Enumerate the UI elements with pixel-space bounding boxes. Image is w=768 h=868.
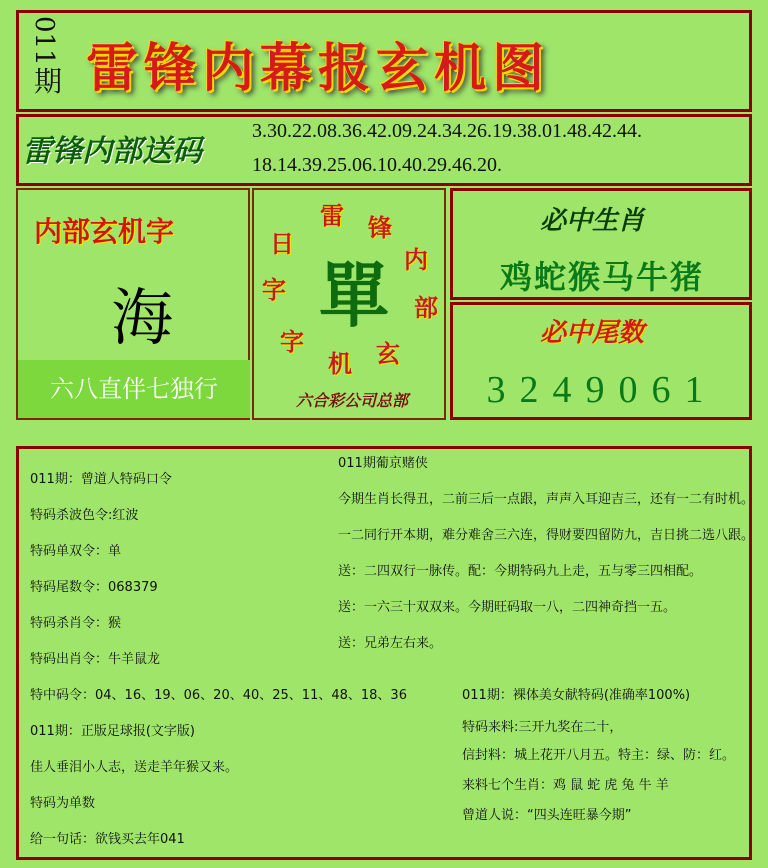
ring-char: 字 — [262, 275, 286, 304]
middle-list-item: 送：二四双行一脉传。配：今期特码九上走，五与零三四相配。 — [338, 564, 703, 579]
ring-char: 字 — [280, 327, 304, 356]
issue-number — [28, 16, 68, 98]
tail-value: 3249061 — [486, 369, 718, 411]
ring-char: 内 — [404, 245, 428, 274]
ring-char: 部 — [414, 293, 438, 322]
company-label: 六合彩公司总部 — [295, 391, 408, 410]
bottom-left-item: 给一句话：欲钱买去年041 — [30, 832, 185, 847]
center-character: 單 — [319, 254, 389, 337]
bottom-right-item: 曾道人说：“四头连旺暴今期” — [462, 808, 632, 823]
tail-label: 必中尾数 — [539, 318, 644, 348]
xuanji-label: 内部玄机字 — [34, 215, 175, 248]
left-list-item: 特码杀肖令：猴 — [30, 616, 122, 631]
middle-list-item: 送：兄弟左右来。 — [338, 636, 443, 651]
ring-char: 机 — [328, 349, 352, 378]
issue-digits: 011 — [29, 16, 59, 66]
bottom-left-item: 佳人垂泪小人志，送走羊年猴又来。 — [30, 760, 239, 775]
zodiac-value: 鸡蛇猴马牛猪 — [499, 258, 704, 296]
left-list-item: 011期：曾道人特码口令 — [30, 472, 172, 487]
left-list-item: 特码杀波色令:红波 — [30, 508, 139, 523]
numbers-line-2: 18.14.39.25.06.10.40.29.46.20. — [252, 154, 502, 176]
left-list-item: 特码出肖令：牛羊鼠龙 — [30, 652, 161, 667]
numbers-label: 雷锋内部送码 — [22, 134, 202, 169]
xuanji-phrase: 六八直伴七独行 — [18, 360, 250, 418]
issue-suffix: 期 — [33, 64, 62, 98]
zodiac-label: 必中生肖 — [539, 206, 644, 236]
ring-char: 玄 — [376, 339, 400, 368]
bottom-right-item: 特码来料:三开九奖在二十， — [462, 720, 623, 735]
special-code-line: 特中码令：04、16、19、06、20、40、25、11、48、18、36 — [30, 688, 407, 703]
bottom-right-item: 信封料：城上花开八月五。特主：绿、防：红。 — [462, 748, 736, 763]
bottom-right-item: 来料七个生肖：鸡 鼠 蛇 虎 兔 牛 羊 — [462, 778, 669, 793]
ring-char: 雷 — [320, 201, 344, 230]
xuanji-character: 海 — [110, 281, 173, 354]
middle-list-item: 送：一六三十双双来。今期旺码取一八，二四神奇挡一五。 — [338, 600, 677, 615]
middle-list-item: 今期生肖长得丑，二前三后一点跟，声声入耳迎吉三，还有一二有时机。 — [338, 492, 755, 507]
ring-char: 锋 — [368, 213, 392, 242]
left-list-item: 特码尾数令：068379 — [30, 580, 158, 595]
bottom-left-item: 011期：正版足球报(文字版) — [30, 724, 195, 739]
bottom-left-item: 特码为单数 — [30, 796, 96, 811]
middle-list-item: 一二同行开本期，难分难舍三六连，得财要四留防九，吉日挑二选八跟。 — [338, 528, 755, 543]
ring-char: 日 — [270, 229, 294, 258]
page-title: 雷锋内幕报玄机图 — [86, 38, 551, 99]
left-list-item: 特码单双令：单 — [30, 544, 122, 559]
middle-list-item: 011期葡京赌侠 — [338, 456, 428, 471]
numbers-line-1: 3.30.22.08.36.42.09.24.34.26.19.38.01.48.42.44. — [252, 120, 642, 142]
bottom-right-item: 011期：裸体美女献特码(准确率100%) — [462, 688, 691, 703]
